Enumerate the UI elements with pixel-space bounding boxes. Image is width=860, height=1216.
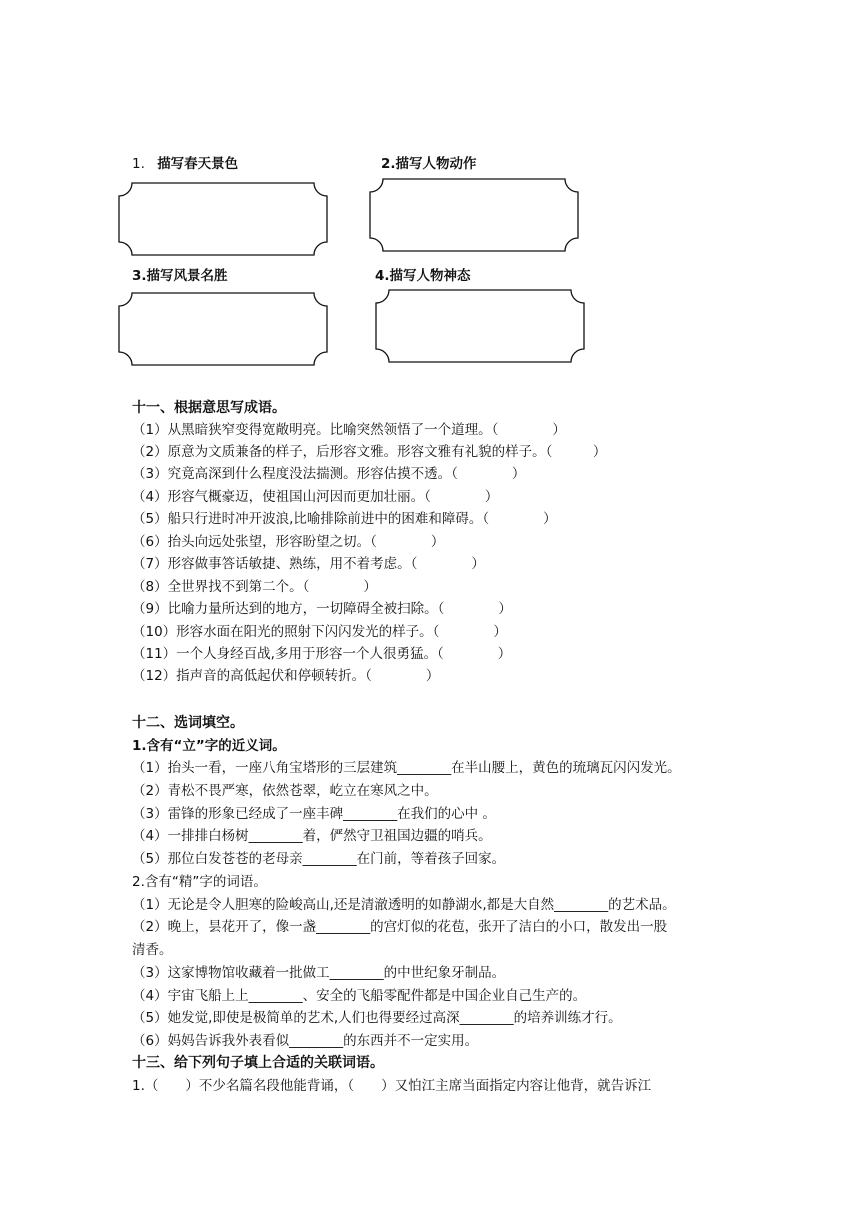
category-1-label xyxy=(132,152,238,172)
s11-item-3: （3）究竟高深到什么程度没法揣测。形容估摸不透。（ ） xyxy=(132,466,526,482)
section-12-sub-2: 2.含有“精”字的词语。 xyxy=(132,874,267,890)
answer-frame-4[interactable] xyxy=(375,289,585,363)
answer-frame-3[interactable] xyxy=(118,292,328,366)
s11-item-12: （12）指声音的高低起伏和停顿转折。（ ） xyxy=(132,668,440,684)
s11-item-11: （11）一个人身经百战,多用于形容一个人很勇猛。（ ） xyxy=(132,646,512,662)
section-11-title: 十一、根据意思写成语。 xyxy=(132,400,286,416)
s12-1-item-3: （3）雷锋的形象已经成了一座丰碑________在我们的心中 。 xyxy=(132,806,496,822)
s12-1-item-1: （1）抬头一看，一座八角宝塔形的三层建筑________在半山腰上，黄色的琉璃瓦闪闪发光。 xyxy=(132,760,681,776)
section-12-title: 十二、选词填空。 xyxy=(132,715,244,731)
category-1-number: 1. xyxy=(132,156,145,172)
s12-2-item-3: （3）这家博物馆收藏着一批做工________的中世纪象牙制品。 xyxy=(132,965,506,981)
s12-1-item-4: （4）一排排白杨树________着，俨然守卫祖国边疆的哨兵。 xyxy=(132,828,492,844)
s11-item-2: （2）原意为文质兼备的样子，后形容文雅。形容文雅有礼貌的样子。（ ） xyxy=(132,444,607,460)
s11-item-4: （4）形容气概豪迈，使祖国山河因而更加壮丽。（ ） xyxy=(132,489,499,505)
section-13-title: 十三、给下列句子填上合适的关联词语。 xyxy=(132,1055,384,1071)
s12-2-item-1: （1）无论是令人胆寒的险峻高山,还是清澈透明的如静湖水,都是大自然________的艺术品。 xyxy=(132,897,676,913)
category-1-text: 描写春天景色 xyxy=(157,156,239,172)
s13-item-1: 1.（ ）不少名篇名段他能背诵，（ ）又怕江主席当面指定内容让他背，就告诉江 xyxy=(132,1078,652,1094)
s11-item-8: （8）全世界找不到第二个。（ ） xyxy=(132,579,377,595)
s11-item-6: （6）抬头向远处张望，形容盼望之切。（ ） xyxy=(132,534,445,550)
category-2-label: 2.描写人物动作 xyxy=(381,156,477,172)
category-3-label: 3.描写风景名胜 xyxy=(132,268,228,284)
s12-2-item-6: （6）妈妈告诉我外表看似________的东西并不一定实用。 xyxy=(132,1033,479,1049)
section-12-sub-1: 1.含有“立”字的近义词。 xyxy=(132,738,286,754)
s12-1-item-5: （5）那位白发苍苍的老母亲________在门前，等着孩子回家。 xyxy=(132,851,506,867)
s12-2-item-4: （4）宇宙飞船上上________、安全的飞船零配件都是中国企业自己生产的。 xyxy=(132,988,587,1004)
s12-2-item-2-cont: 清香。 xyxy=(132,942,173,958)
answer-frame-1[interactable] xyxy=(118,182,328,256)
category-4-label: 4.描写人物神态 xyxy=(375,268,471,284)
s12-2-item-2: （2）晚上，昙花开了，像一盏________的宫灯似的花苞，张开了洁白的小口，散发出一股 xyxy=(132,919,668,935)
answer-frame-2[interactable] xyxy=(369,178,579,252)
s11-item-10: （10）形容水面在阳光的照射下闪闪发光的样子。（ ） xyxy=(132,624,507,640)
s12-2-item-5: （5）她发觉,即使是极简单的艺术,人们也得要经过高深________的培养训练才行。 xyxy=(132,1010,622,1026)
s11-item-1: （1）从黑暗狭窄变得宽敞明亮。比喻突然领悟了一个道理。（ ） xyxy=(132,422,566,438)
s11-item-5: （5）船只行进时冲开波浪,比喻排除前进中的困难和障碍。（ ） xyxy=(132,511,557,527)
s12-1-item-2: （2）青松不畏严寒，依然苍翠，屹立在寒风之中。 xyxy=(132,783,438,799)
s11-item-7: （7）形容做事答话敏捷、熟练，用不着考虑。（ ） xyxy=(132,556,485,572)
s11-item-9: （9）比喻力量所达到的地方，一切障碍全被扫除。（ ） xyxy=(132,601,512,617)
